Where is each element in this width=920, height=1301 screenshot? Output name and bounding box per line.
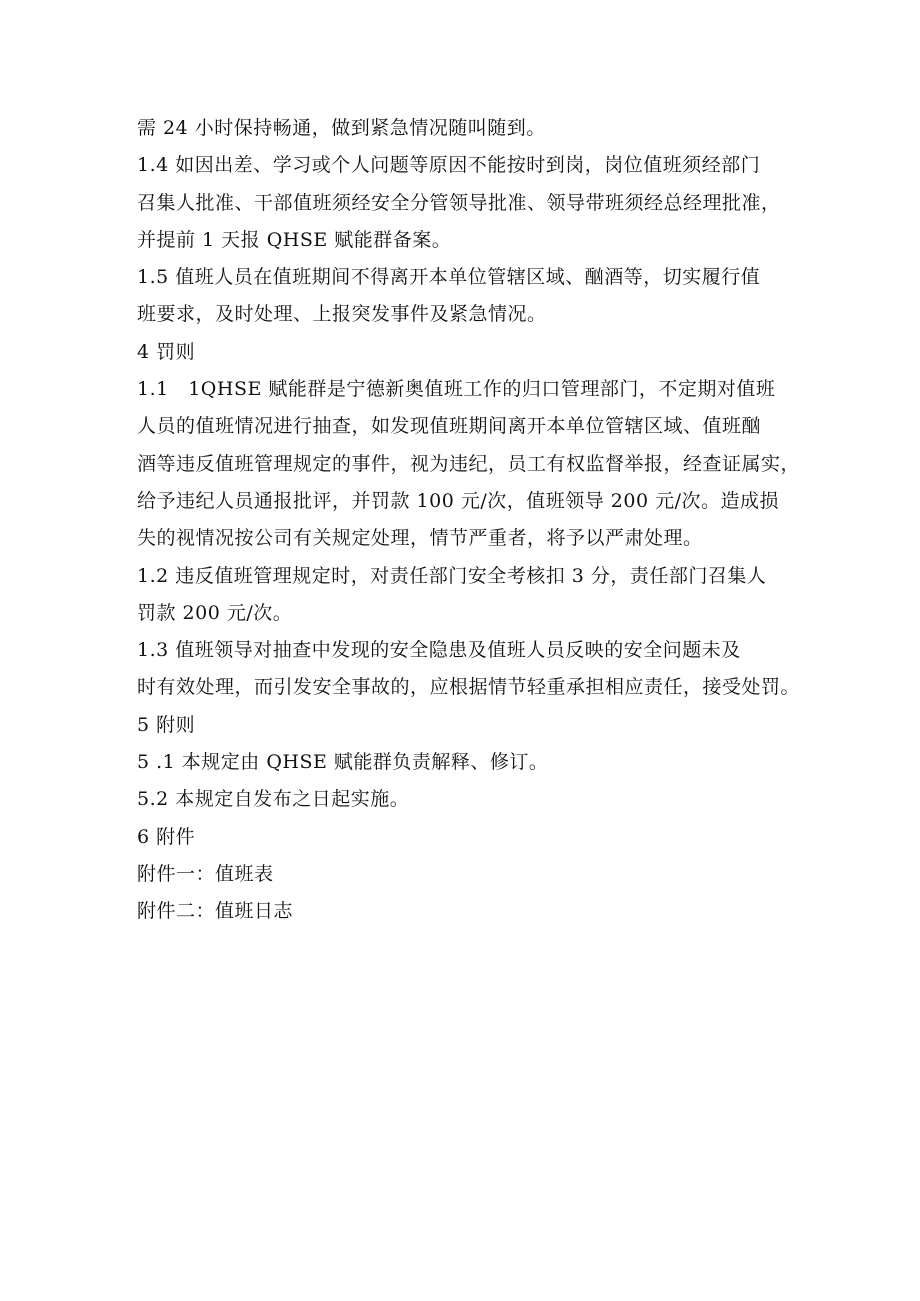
text-line: 5.2 本规定自发布之日起实施。 [137,788,410,811]
text-line: 1.3 值班领导对抽查中发现的安全隐患及值班人员反映的安全问题未及 [137,639,741,662]
text-line: 1.1 1QHSE 赋能群是宁德新奥值班工作的归口管理部门，不定期对值班 [137,378,776,401]
text-line: 酒等违反值班管理规定的事件，视为违纪，员工有权监督举报，经查证属实， [137,452,801,475]
text-line: 1.5 值班人员在值班期间不得离开本单位管辖区域、酗酒等，切实履行值 [137,266,761,289]
text-line: 罚款 200 元/次。 [137,601,293,624]
text-line: 并提前 1 天报 QHSE 赋能群备案。 [137,228,452,251]
section-heading-penalties: 4 罚则 [137,340,196,363]
text-line: 5 .1 本规定由 QHSE 赋能群负责解释、修订。 [137,751,549,774]
text-line: 人员的值班情况进行抽查，如发现值班期间离开本单位管辖区域、值班酗 [137,415,762,438]
section-heading-attachments: 6 附件 [137,825,196,848]
text-line: 给予违纪人员通报批评，并罚款 100 元/次，值班领导 200 元/次。造成损 [137,489,779,512]
text-line: 时有效处理，而引发安全事故的，应根据情节轻重承担相应责任，接受处罚。 [137,676,801,699]
text-line: 班要求，及时处理、上报突发事件及紧急情况。 [137,303,547,326]
text-line: 需 24 小时保持畅通，做到紧急情况随叫随到。 [137,117,546,139]
document-body [137,110,801,931]
section-heading-supplementary: 5 附则 [137,713,196,736]
text-line: 失的视情况按公司有关规定处理，情节严重者，将予以严肃处理。 [137,527,703,550]
text-line: 召集人批准、干部值班须经安全分管领导批准、领导带班须经总经理批准， [137,191,781,214]
text-line: 1.4 如因出差、学习或个人问题等原因不能按时到岗，岗位值班须经部门 [137,154,761,177]
text-line: 1.2 违反值班管理规定时，对责任部门安全考核扣 3 分，责任部门召集人 [137,564,767,587]
attachment-item: 附件一：值班表 [137,862,274,885]
attachment-item: 附件二：值班日志 [137,900,294,923]
